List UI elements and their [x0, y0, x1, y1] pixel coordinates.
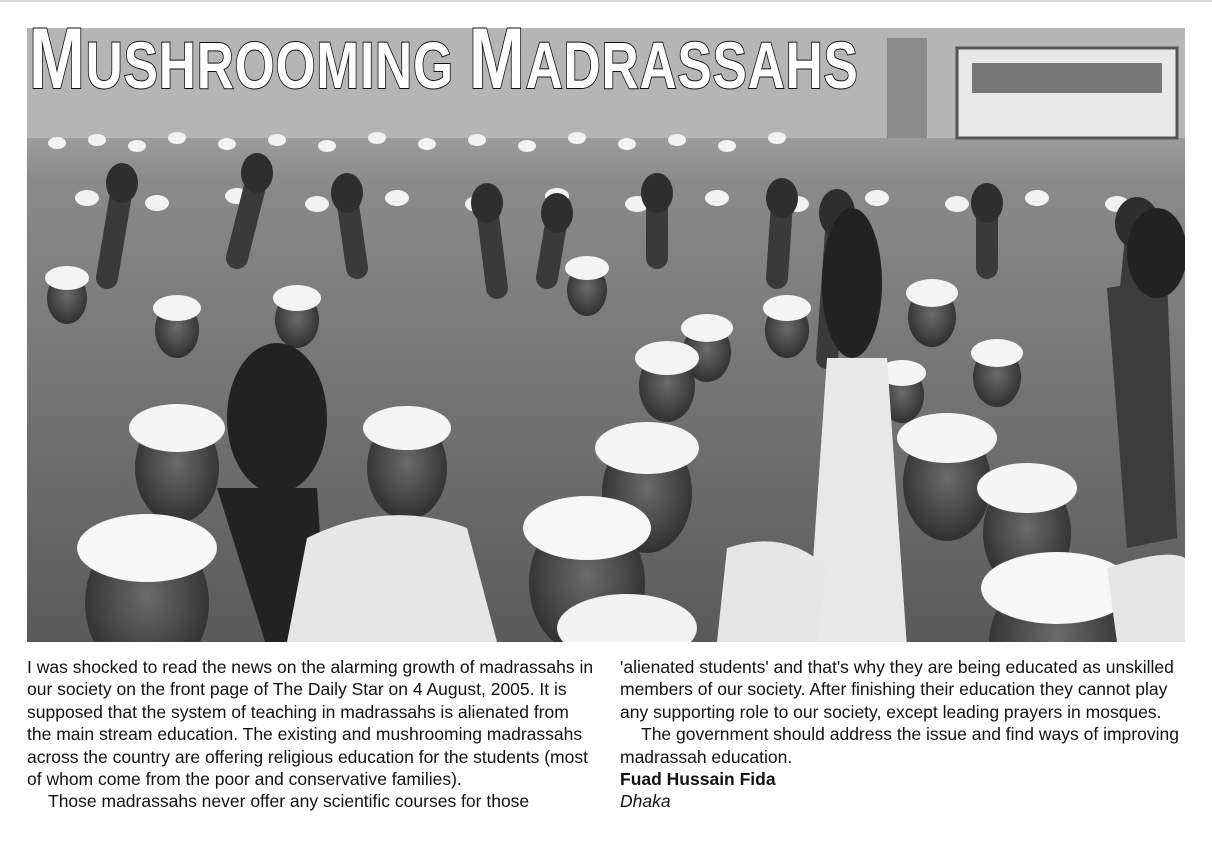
top-rule [0, 0, 1212, 2]
article-paragraph-2-start: Those madrassahs never offer any scientific courses for those [48, 791, 530, 812]
article-paragraph-3: The government should address the issue and find ways of improving madrassah education. [620, 724, 1179, 767]
headline-initial-1: M [29, 11, 86, 107]
headline [29, 11, 859, 108]
headline-initial-2: M [468, 11, 526, 107]
author-name: Fuad Hussain Fida [620, 769, 776, 790]
article-column-left [27, 656, 597, 813]
headline-word-1-rest: USHROOMING [85, 28, 469, 102]
article-column-right [620, 656, 1190, 813]
crowd-photo [27, 28, 1185, 642]
author-location: Dhaka [620, 791, 671, 812]
headline-word-2-rest: ADRASSAHS [525, 28, 859, 102]
article-paragraph-2-continued: 'alienated students' and that's why they are being educated as unskilled members of our society. After finishing their education they cannot play any supporting role to our society, except leading prayers in mosques. [620, 657, 1174, 722]
article-paragraph-1: I was shocked to read the news on the alarming growth of madrassahs in our society on the front page of The Daily Star on 4 August, 2005. It is supposed that the system of teaching in madrassahs is alienated from the main stream education. The existing and mushrooming madrassahs across the country are offering religious education for the students (most of whom come from the poor and conservative families). [27, 657, 594, 790]
